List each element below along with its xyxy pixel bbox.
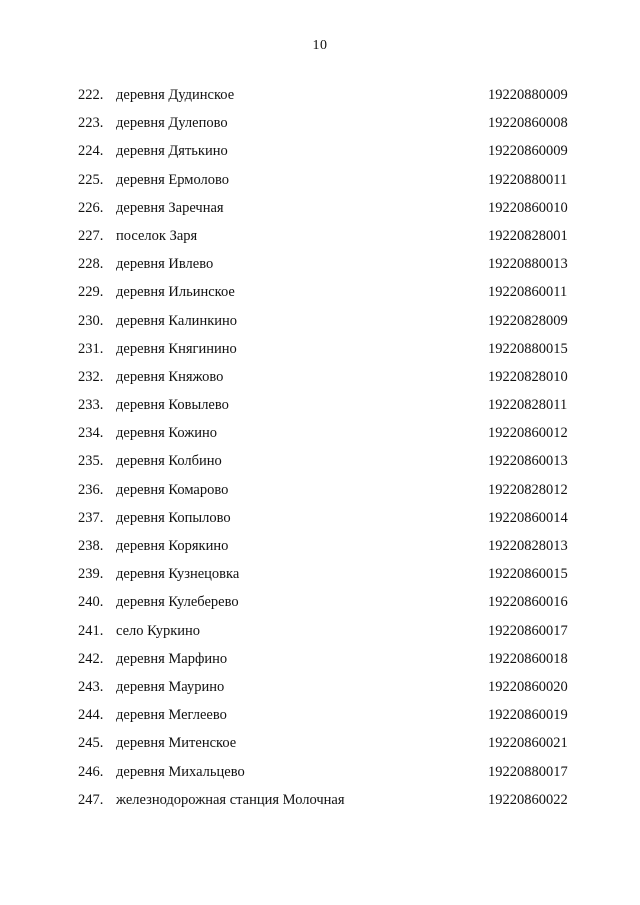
item-code: 19220860016 <box>488 594 568 611</box>
item-number: 222. <box>78 87 104 103</box>
item-name: деревня Михальцево <box>116 763 245 780</box>
item-code: 19220860010 <box>488 199 568 216</box>
item-code: 19220860012 <box>488 425 568 442</box>
item-code: 19220860008 <box>488 115 568 132</box>
list-item <box>0 649 640 677</box>
item-number: 237. <box>78 509 104 526</box>
item-name: деревня Колбино <box>116 453 222 470</box>
item-code: 19220828011 <box>488 397 568 414</box>
item-name: деревня Ковылево <box>116 397 229 414</box>
list-item <box>0 141 640 169</box>
item-number: 246. <box>78 763 104 780</box>
item-name: деревня Ермолово <box>116 171 230 188</box>
list-item <box>0 311 640 339</box>
list-item <box>0 733 640 761</box>
item-code: 19220880011 <box>488 171 568 188</box>
list-item <box>0 705 640 733</box>
list-item <box>0 508 640 536</box>
list-item <box>0 480 640 508</box>
item-number: 233. <box>78 397 104 414</box>
item-number: 240. <box>78 594 104 611</box>
item-code: 19220860014 <box>488 509 568 526</box>
item-name: деревня Корякино <box>116 538 229 554</box>
item-number: 241. <box>78 622 104 639</box>
item-name: деревня Митенское <box>116 735 237 752</box>
list-item <box>0 170 640 198</box>
item-name: деревня Марфино <box>116 650 228 667</box>
item-number: 228. <box>78 256 104 273</box>
item-number: 230. <box>78 312 104 329</box>
item-name: деревня Дудинское <box>116 87 235 103</box>
item-name: деревня Княгинино <box>116 340 237 357</box>
item-number: 234. <box>78 425 104 442</box>
item-code: 19220828012 <box>488 481 568 498</box>
list-item <box>0 113 640 141</box>
item-code: 19220860022 <box>488 791 568 808</box>
page-number: 10 <box>312 38 328 53</box>
item-number: 247. <box>78 791 104 808</box>
list-item <box>0 254 640 282</box>
item-code: 19220880009 <box>488 87 568 103</box>
list-item <box>0 790 640 818</box>
item-name: поселок Заря <box>116 227 198 244</box>
item-code: 19220828001 <box>488 227 568 244</box>
item-name: деревня Кожино <box>116 425 218 442</box>
item-number: 238. <box>78 538 104 554</box>
item-name: деревня Меглеево <box>116 707 227 724</box>
item-name: железнодорожная станция Молочная <box>116 791 345 808</box>
item-code: 19220860019 <box>488 707 568 724</box>
list-item <box>0 339 640 367</box>
settlement-list <box>0 85 640 818</box>
item-name: деревня Кузнецовка <box>116 566 240 583</box>
item-code: 19220860017 <box>488 622 568 639</box>
item-code: 19220860013 <box>488 453 568 470</box>
list-item <box>0 85 640 113</box>
list-item <box>0 592 640 620</box>
item-code: 19220828009 <box>488 312 568 329</box>
item-name: деревня Заречная <box>116 199 224 216</box>
item-name: деревня Маурино <box>116 678 225 695</box>
item-name: деревня Княжово <box>116 368 224 385</box>
item-name: село Куркино <box>116 622 201 639</box>
item-code: 19220828010 <box>488 368 568 385</box>
item-number: 244. <box>78 707 104 724</box>
item-number: 239. <box>78 566 104 583</box>
item-name: деревня Кулеберево <box>116 594 239 611</box>
item-number: 232. <box>78 368 104 385</box>
item-number: 242. <box>78 650 104 667</box>
item-name: деревня Ивлево <box>116 256 214 273</box>
list-item <box>0 451 640 479</box>
list-item <box>0 226 640 254</box>
item-code: 19220860009 <box>488 143 568 160</box>
item-number: 229. <box>78 284 104 301</box>
item-number: 224. <box>78 143 104 160</box>
item-number: 243. <box>78 678 104 695</box>
item-number: 225. <box>78 171 104 188</box>
list-item <box>0 282 640 310</box>
item-number: 236. <box>78 481 104 498</box>
item-code: 19220828013 <box>488 538 568 554</box>
item-name: деревня Калинкино <box>116 312 238 329</box>
list-item <box>0 762 640 790</box>
list-item <box>0 677 640 705</box>
item-number: 235. <box>78 453 104 470</box>
item-name: деревня Дятькино <box>116 143 228 160</box>
list-item <box>0 621 640 649</box>
item-number: 223. <box>78 115 104 132</box>
item-code: 19220880013 <box>488 256 568 273</box>
list-item <box>0 367 640 395</box>
item-code: 19220860020 <box>488 678 568 695</box>
list-item <box>0 423 640 451</box>
item-code: 19220880015 <box>488 340 568 357</box>
item-number: 226. <box>78 199 104 216</box>
item-code: 19220860011 <box>488 284 568 301</box>
item-code: 19220860015 <box>488 566 568 583</box>
list-item <box>0 536 640 564</box>
item-code: 19220860021 <box>488 735 568 752</box>
item-code: 19220880017 <box>488 763 568 780</box>
list-item <box>0 198 640 226</box>
item-name: деревня Копылово <box>116 509 231 526</box>
list-item <box>0 564 640 592</box>
item-name: деревня Ильинское <box>116 284 235 301</box>
list-item <box>0 395 640 423</box>
item-number: 231. <box>78 340 104 357</box>
item-number: 245. <box>78 735 104 752</box>
item-number: 227. <box>78 227 104 244</box>
item-name: деревня Дулепово <box>116 115 228 132</box>
item-code: 19220860018 <box>488 650 568 667</box>
item-name: деревня Комарово <box>116 481 229 498</box>
